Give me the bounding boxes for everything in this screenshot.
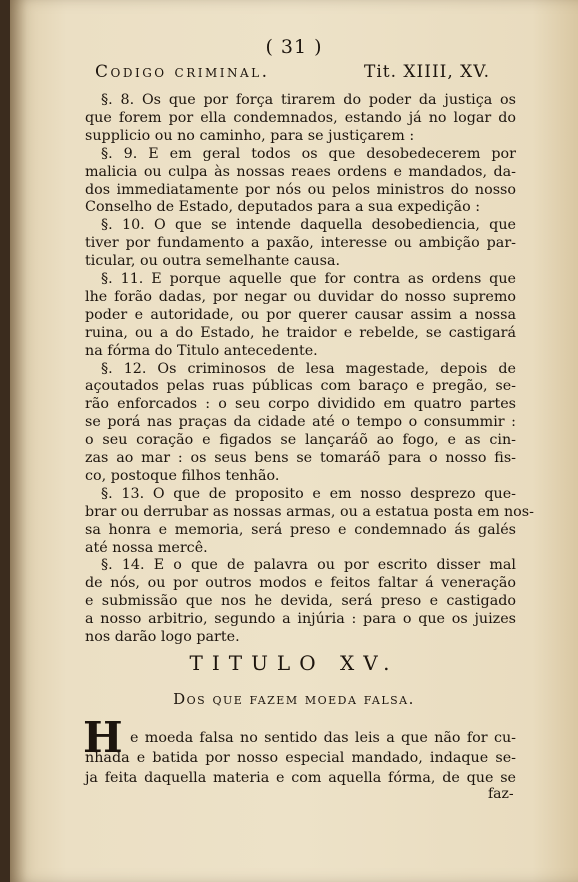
text-line: o seu coração e figados se lançaráõ ao fogo, e as cin-: [85, 432, 516, 449]
text-line: poder e autoridade, ou por querer causar assim a nossa: [85, 306, 516, 323]
running-head: [95, 62, 490, 82]
book-page: [10, 0, 578, 882]
text-line: a nosso arbitrio, segundo a injúria : para o que os juizes: [85, 611, 516, 628]
text-line: §. 12. Os criminosos de lesa magestade, depois de: [101, 360, 516, 377]
text-line: ticular, ou outra semelhante causa.: [85, 253, 341, 270]
text-line: se porá nas praças da cidade até o tempo o consummir :: [85, 414, 516, 431]
text-line: ruina, ou a do Estado, he traidor e rebelde, se castigará: [85, 324, 516, 341]
text-line: nos darão logo parte.: [85, 629, 240, 645]
text-line: nhada e batida por nosso especial mandado, indaque se-: [85, 750, 516, 766]
text-line: zas ao mar : os seus bens se tomaráõ para o nosso fis-: [85, 450, 516, 466]
text-line: rão enforcados : o seu corpo dividido em quatro partes: [85, 396, 516, 413]
text-line: e moeda falsa no sentido das leis a que não for cu-: [130, 730, 516, 746]
text-line: que forem por ella condemnados, estando já no logar do: [85, 109, 516, 126]
catchword: faz-: [488, 786, 514, 802]
text-line: §. 9. E em geral todos os que desobedecerem por: [101, 145, 516, 162]
text-line: §. 11. E porque aquelle que for contra as ordens que: [101, 271, 516, 287]
text-line: sa honra e memoria, será preso e condemnado ás galés: [85, 521, 516, 538]
text-line: co, postoque filhos tenhão.: [85, 467, 280, 484]
chapter-title: TITULO XV.: [189, 651, 399, 675]
drop-cap: H: [83, 713, 123, 762]
text-line: de nós, ou por outros modos e feitos faltar á veneração: [85, 575, 516, 592]
text-line: e submissão que nos he devida, será preso e castigado: [85, 593, 516, 610]
running-section: Tit. XIIII, XV.: [364, 62, 490, 82]
text-line: malicia ou culpa às nossas reaes ordens e mandados, da-: [85, 163, 516, 180]
text-line: lhe forão dadas, por negar ou duvidar do nosso supremo: [85, 288, 516, 305]
text-line: brar ou derrubar as nossas armas, ou a estatua posta em nos-: [85, 503, 534, 520]
chapter-subtitle: Dos que fazem moeda falsa.: [173, 690, 415, 708]
page-number: ( 31 ): [265, 36, 323, 58]
running-title: Codigo criminal.: [95, 62, 270, 82]
text-line: açoutados pelas ruas públicas com baraço e pregão, se-: [85, 378, 516, 395]
text-line: tiver por fundamento a paxão, interesse ou ambição par-: [85, 235, 516, 252]
text-line: na fórma do Titulo antecedente.: [85, 342, 318, 359]
text-line: ja feita daquella materia e com aquella fórma, de que se: [85, 770, 516, 786]
text-line: §. 14. E o que de palavra ou por escrito disser mal: [101, 557, 516, 574]
text-line: supplicio ou no caminho, para se justiçarem :: [85, 127, 415, 144]
text-line: §. 10. O que se intende daquella desobediencia, que: [101, 217, 516, 234]
text-line: §. 8. Os que por força tirarem do poder da justiça os: [101, 92, 516, 108]
text-line: Conselho de Estado, deputados para a sua expedição :: [85, 199, 481, 216]
text-line: até nossa mercê.: [85, 539, 208, 556]
text-line: dos immediatamente por nós ou pelos ministros do nosso: [85, 181, 516, 198]
text-line: §. 13. O que de proposito e em nosso desprezo que-: [101, 485, 516, 502]
